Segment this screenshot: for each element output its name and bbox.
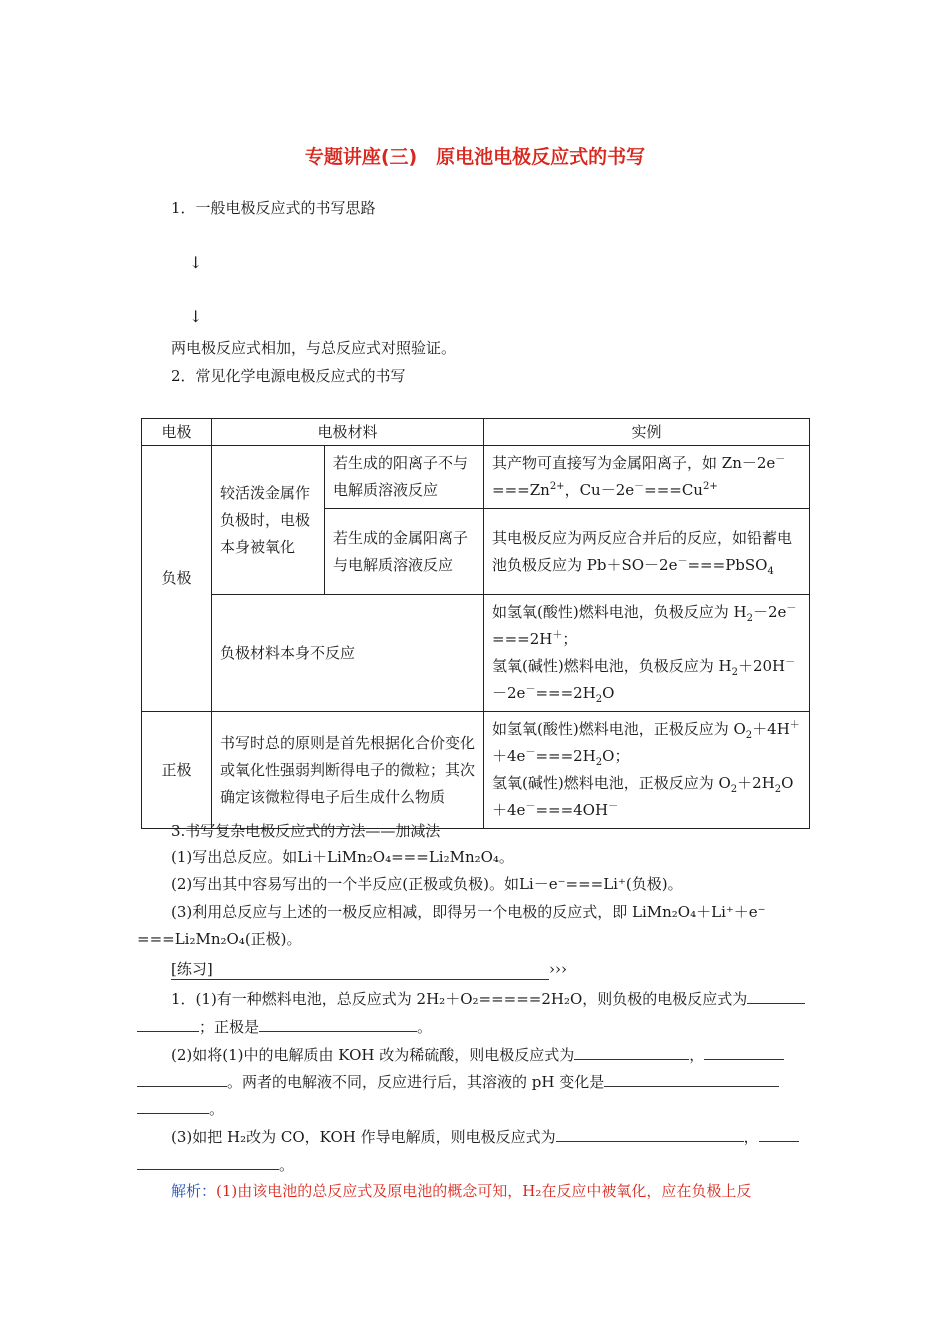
- example-2-cell: 其电极反应为两反应合并后的反应，如铅蓄电池负极反应为 Pb＋SO－2e－===PbSO$_4$: [484, 509, 810, 595]
- positive-material-cell: 书写时总的原则是首先根据化合价变化或氧化性强弱判断得电子的微粒；其次确定该微粒得电子后生成什么物质: [212, 712, 484, 829]
- answer-blank[interactable]: [604, 1072, 779, 1087]
- question-1b-cont: 。两者的电解液不同，反应进行后，其溶液的 pH 变化是: [137, 1072, 779, 1092]
- answer-blank[interactable]: [704, 1045, 784, 1060]
- answer-blank[interactable]: [574, 1045, 689, 1060]
- answer-blank[interactable]: [137, 1072, 227, 1087]
- down-arrow-icon: ↓: [189, 307, 203, 326]
- step-1: (1)写出总反应。如Li＋LiMn₂O₄===Li₂Mn₂O₄。: [171, 848, 514, 866]
- example-3-cell: 如氢氧(酸性)燃料电池，负极反应为 $H_2-2e^-===2H^+$； 氢氧(碱性)燃料电池，负极反应为 $H_2+20H^--2e^-===2H_2O$: [484, 595, 810, 712]
- question-1b: (2)如将(1)中的电解质由 KOH 改为稀硫酸，则电极反应式为 ，: [171, 1045, 784, 1065]
- question-1b-cont2: 。: [137, 1099, 224, 1119]
- negative-electrode-label: 负极: [142, 446, 212, 712]
- question-1a: 1．(1)有一种燃料电池，总反应式为 2H₂＋O₂=====2H₂O，则负极的电极反应式为: [171, 989, 805, 1009]
- answer-blank[interactable]: [759, 1127, 799, 1142]
- question-1c: (3)如把 H₂改为 CO，KOH 作导电解质，则电极反应式为 ，: [171, 1127, 799, 1147]
- answer-blank[interactable]: [556, 1127, 744, 1142]
- answer-blank[interactable]: [137, 1099, 209, 1114]
- example-4-cell: 如氢氧(酸性)燃料电池，正极反应为 $O_2+4H^++4e^-===2H_2O$； 氢氧(碱性)燃料电池，正极反应为 $O_2+2H_2O+4e^-===4OH^-$: [484, 712, 810, 829]
- electrode-table: [141, 418, 810, 829]
- table-header-example: 实例: [484, 419, 810, 446]
- section-2-heading: 2．常见化学电源电极反应式的书写: [171, 367, 406, 385]
- no-reaction-cell: 负极材料本身不反应: [212, 595, 484, 712]
- exercise-heading: [171, 959, 567, 980]
- exercise-label: [练习]: [171, 959, 549, 980]
- positive-electrode-label: 正极: [142, 712, 212, 829]
- example-1-cell: 其产物可直接写为金属阳离子，如 $Zn-2e^-===Zn^{2+}$，$Cu-2e^-===Cu^{2+}$: [484, 446, 810, 509]
- question-1c-cont: 。: [137, 1155, 294, 1175]
- section-1-tail: 两电极反应式相加，与总反应式对照验证。: [171, 339, 457, 357]
- chevrons-icon: ›››: [549, 960, 567, 978]
- question-1a-cont: ；正极是 。: [137, 1017, 432, 1037]
- down-arrow-icon: ↓: [189, 253, 203, 272]
- analysis-label: 解析：: [171, 1182, 217, 1200]
- section-3-heading: 3.书写复杂电极反应式的方法——加减法: [171, 822, 441, 840]
- step-3: (3)利用总反应与上述的一极反应相减，即得另一个电极的反应式，即 LiMn₂O₄＋Li⁺＋e⁻: [171, 903, 766, 921]
- page-title: 专题讲座(三) 原电池电极反应式的书写: [304, 146, 646, 168]
- active-metal-cell: 较活泼金属作负极时，电极本身被氧化: [212, 446, 325, 595]
- table-header-electrode: 电极: [142, 419, 212, 446]
- answer-blank[interactable]: [137, 1155, 279, 1170]
- answer-blank[interactable]: [259, 1017, 417, 1032]
- analysis-text: (1)由该电池的总反应式及原电池的概念可知，H₂在反应中被氧化，应在负极上反: [216, 1182, 752, 1200]
- case-1-cell: 若生成的阳离子不与电解质溶液反应: [325, 446, 484, 509]
- answer-blank[interactable]: [747, 989, 805, 1004]
- analysis: [171, 1181, 751, 1201]
- table-header-material: 电极材料: [212, 419, 484, 446]
- section-1-heading: 1．一般电极反应式的书写思路: [171, 199, 376, 217]
- step-3-cont: ===Li₂Mn₂O₄(正极)。: [137, 930, 302, 948]
- answer-blank[interactable]: [137, 1017, 199, 1032]
- step-2: (2)写出其中容易写出的一个半反应(正极或负极)。如Li－e⁻===Li⁺(负极)。: [171, 875, 683, 893]
- case-2-cell: 若生成的金属阳离子与电解质溶液反应: [325, 509, 484, 595]
